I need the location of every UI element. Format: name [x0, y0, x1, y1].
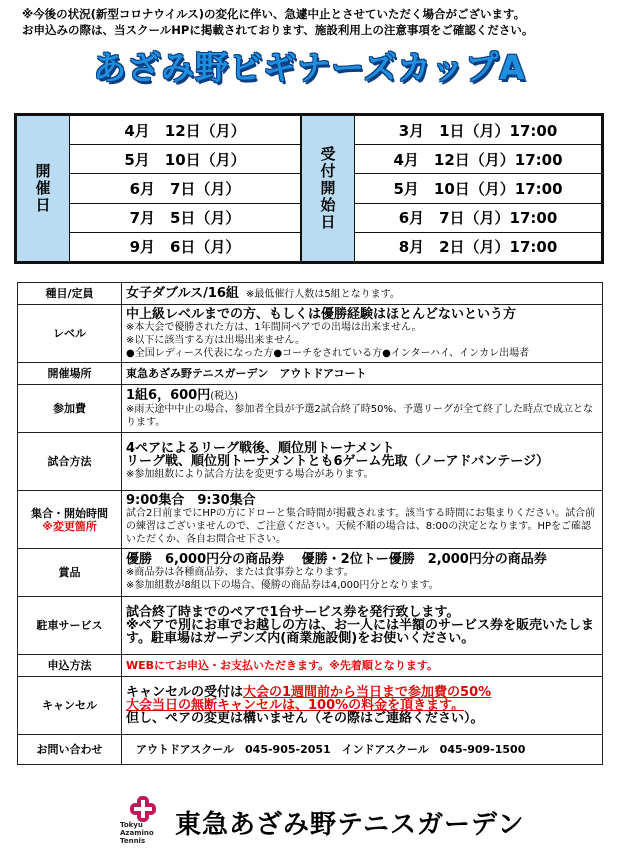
level-label: レベル [18, 305, 122, 363]
entry-dates-column [355, 116, 601, 261]
cancel-line-1b: 大会の1週間前から当日まで参加費の50% [243, 685, 492, 700]
entry-date: 4月 12日（月）17:00 [355, 145, 601, 174]
time-note: 試合2日前までにHPの方にドローと集合時間が掲載されます。該当する時間にお集まりください。試合前の練習はございませんので、ご注意ください。天候不順の場合は、8:00の決定となります。HPをご確認いただくか、各自お問合せ下さい。 [126, 507, 596, 545]
notice-line-1: ※今後の状況(新型コロナウイルス)の変化に伴い、急遽中止とさせていただく場合がございます。 [22, 7, 526, 21]
entry-date: 8月 2日（月）17:00 [398, 238, 558, 257]
prize-value: 優勝 6,000円分の商品券 優勝・2位トー優勝 2,000円分の商品券 [126, 552, 547, 567]
logo-text-1: Tokyu [120, 821, 143, 829]
notice [22, 6, 612, 38]
page-title: あざみ野ビギナーズカップA [93, 48, 526, 87]
cancel-line-2: 大会当日の無断キャンセルは、100%の料金を頂きます。 [126, 698, 465, 713]
contact-label: お問い合わせ [18, 735, 122, 765]
event-date: 4月 12日（月） [70, 116, 300, 145]
details-table [17, 282, 603, 765]
row-fee [18, 385, 603, 433]
cancel-label: キャンセル [18, 677, 122, 735]
row-apply [18, 655, 603, 677]
cancel-line-1a: キャンセルの受付は [126, 685, 244, 700]
parking-label: 駐車サービス [18, 597, 122, 655]
event-date: 5月 10日（月） [70, 145, 300, 174]
time-label: 集合・開始時間 [31, 506, 108, 520]
event-date: 6月 7日（月） [70, 174, 300, 203]
level-value: 中上級レベルまでの方、もしくは優勝経験はほとんどないという方 [126, 306, 517, 322]
tennis-garden-logo [120, 796, 170, 848]
format-line-2: リーグ戦、順位別トーナメントとも6ゲーム先取（ノーアドバンテージ） [126, 454, 549, 469]
row-venue [18, 363, 603, 385]
level-note-1: ※本大会で優勝された方は、1年間同ペアでの出場は出来ません。 [126, 321, 422, 333]
logo-text-2: Azamino [120, 829, 154, 837]
event-date: 9月 6日（月） [129, 238, 241, 257]
cancel-line-3: 但し、ペアの変更は構いません（その際はご連絡ください）。 [126, 711, 484, 726]
row-format [18, 433, 603, 491]
parking-line-2: ※ペアで別にお車でお越しの方は、お一人には半額のサービス券を販売いたします。駐車場はガーデンズ内(商業施設側)をお使いください。 [126, 618, 595, 646]
event-dates-column [70, 116, 302, 261]
parking-line-1: 試合終了時までのペアで1台サービス券を発行致します。 [126, 605, 460, 620]
level-note-2: ※以下に該当する方は出場出来ません。 [126, 334, 305, 346]
time-value: 9:00集合 9:30集合 [126, 492, 256, 508]
venue-value: 東急あざみ野テニスガーデン アウトドアコート [122, 363, 603, 385]
format-label: 試合方法 [18, 433, 122, 491]
fee-label: 参加費 [18, 385, 122, 433]
entry-date-header: 受付開始日 [302, 116, 355, 261]
entry-date: 3月 1日（月）17:00 [355, 116, 601, 145]
row-category [18, 283, 603, 305]
venue-label: 開催場所 [18, 363, 122, 385]
event-date-header: 開催日 [17, 116, 70, 261]
category-note: ※最低催行人数は5組となります。 [245, 288, 400, 300]
contact-value: アウトドアスクール 045-905-2051 インドアスクール 045-909-1500 [122, 735, 603, 765]
row-time [18, 491, 603, 549]
fee-note: ※雨天途中中止の場合、参加者全員が予選2試合終了時50%、予選リーグが全て終了した時点で成立となります。 [126, 403, 593, 428]
format-note: ※参加組数により試合方法を変更する場合があります。 [126, 469, 374, 480]
event-date: 7月 5日（月） [70, 204, 300, 233]
apply-value: WEBにてお申込・お支払いただきます。※先着順となります。 [122, 655, 603, 677]
entry-date: 5月 10日（月）17:00 [355, 174, 601, 203]
brand-name: 東急あざみ野テニスガーデン [175, 810, 525, 840]
row-contact [18, 735, 603, 765]
fee-value: 1組6，600円 [126, 387, 211, 403]
format-line-1: 4ペアによるリーグ戦後、順位別トーナメント [126, 441, 395, 456]
prize-note-1: ※商品券は各種商品券、または食事券となります。 [126, 567, 354, 578]
category-label: 種目/定員 [18, 283, 122, 305]
apply-label: 申込方法 [18, 655, 122, 677]
footer [120, 796, 525, 846]
row-level [18, 305, 603, 363]
fee-tax: (税込) [210, 390, 239, 402]
prize-label: 賞品 [18, 549, 122, 597]
category-value: 女子ダブルス/16組 [126, 285, 239, 301]
row-prize [18, 549, 603, 597]
level-note-3: ●全国レディース代表になった方●コーチをされている方●インターハイ、インカレ出場者 [126, 347, 530, 359]
row-cancel [18, 677, 603, 735]
schedule-table [14, 113, 604, 264]
time-change-note: ※変更箇所 [42, 519, 97, 533]
notice-line-2: お申込みの際は、当スクールHPに掲載されております、施設利用上の注意事項をご確認ください。 [22, 23, 534, 37]
row-parking [18, 597, 603, 655]
entry-date: 6月 7日（月）17:00 [355, 204, 601, 233]
prize-note-2: ※参加組数が8組以下の場合、優勝の商品券は4,000円分となります。 [126, 580, 439, 591]
logo-text-3: Tennis [120, 837, 146, 845]
